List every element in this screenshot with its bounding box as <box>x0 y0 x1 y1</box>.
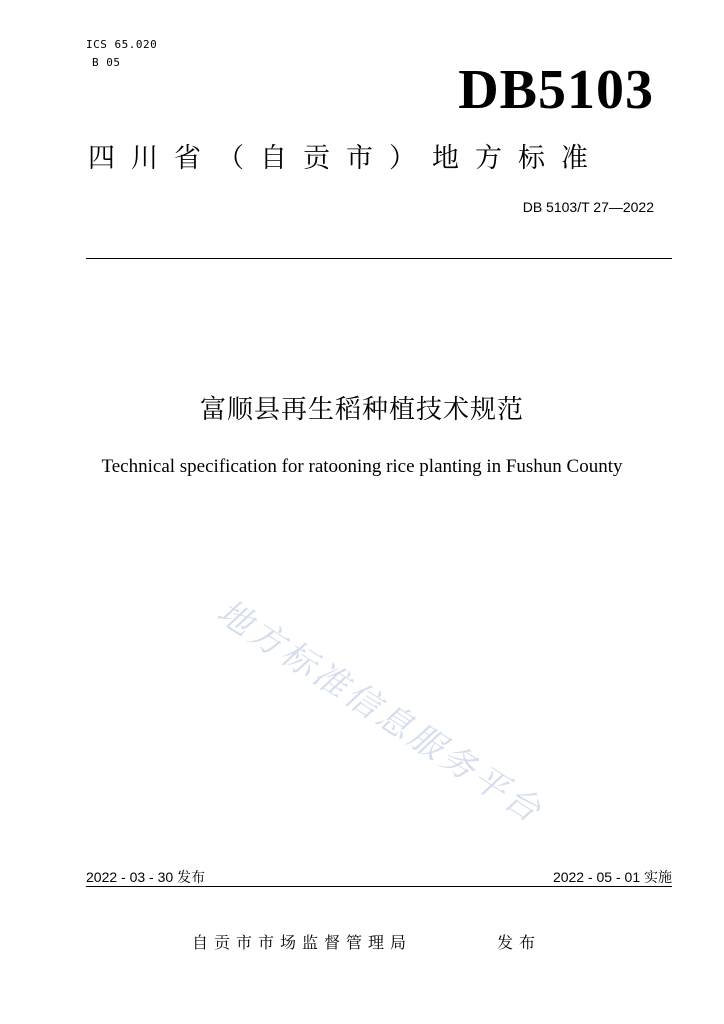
top-divider <box>86 258 672 259</box>
ccs-code: B 05 <box>92 56 121 69</box>
implementation-date: 2022 - 05 - 01 实施 <box>552 869 672 885</box>
bottom-divider <box>86 886 672 887</box>
title-english: Technical specification for ratooning rice planting in Fushun County <box>101 456 623 477</box>
issue-date: 2022 - 03 - 30 发布 <box>86 869 206 885</box>
issuing-authority: 自贡市市场监督管理局 <box>192 933 413 952</box>
issue-label: 发布 <box>497 933 542 952</box>
watermark: 地方标准信息服务平台 <box>209 591 551 833</box>
standard-type: 四川省（自贡市）地方标准 <box>88 143 604 174</box>
standard-logo: DB5103 <box>458 59 654 121</box>
standard-number: DB 5103/T 27—2022 <box>522 199 654 215</box>
title-chinese: 富顺县再生稻种植技术规范 <box>199 395 524 425</box>
ics-code: ICS 65.020 <box>86 38 158 51</box>
